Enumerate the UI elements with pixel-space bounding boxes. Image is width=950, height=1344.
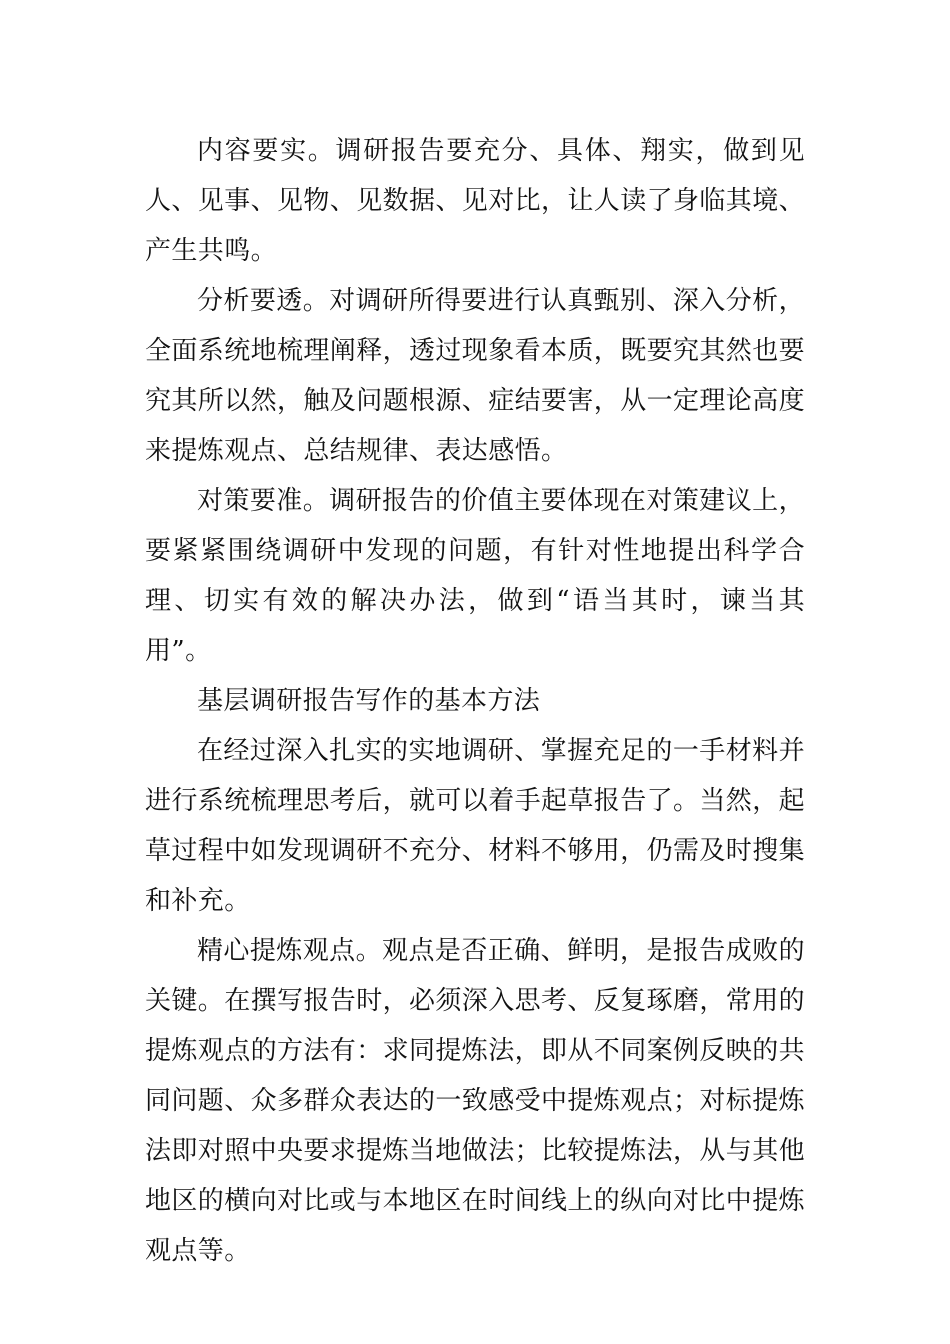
paragraph-countermeasures-accurate: 对策要准。调研报告的价值主要体现在对策建议上，要紧紧围绕调研中发现的问题，有针对性地提出科学合理、切实有效的解决办法，做到“语当其时，谏当其用”。: [145, 486, 805, 666]
paragraph-analysis-thorough: 分析要透。对调研所得要进行认真甄别、深入分析，全面系统地梳理阐释，透过现象看本质，既要究其然也要究其所以然，触及问题根源、症结要害，从一定理论高度来提炼观点、总结规律、表达感悟。: [145, 286, 806, 466]
paragraph-drafting-intro: 在经过深入扎实的实地调研、掌握充足的一手材料并进行系统梳理思考后，就可以着手起草报告了。当然，起草过程中如发现调研不充分、材料不够用，仍需及时搜集和补充。: [145, 736, 806, 916]
paragraph-refine-viewpoints: 精心提炼观点。观点是否正确、鲜明，是报告成败的关键。在撰写报告时，必须深入思考、反复琢磨，常用的提炼观点的方法有：求同提炼法，即从不同案例反映的共同问题、众多群众表达的一致感受中提炼观点；对标提炼法即对照中央要求提炼当地做法；比较提炼法，从与其他地区的横向对比或与本地区在时间线上的纵向对比中提炼观点等。: [145, 936, 806, 1266]
section-heading: 基层调研报告写作的基本方法: [197, 686, 541, 716]
document-body: [145, 126, 805, 1276]
paragraph-content-solid: 内容要实。调研报告要充分、具体、翔实，做到见人、见事、见物、见数据、见对比，让人读了身临其境、产生共鸣。: [145, 136, 806, 266]
